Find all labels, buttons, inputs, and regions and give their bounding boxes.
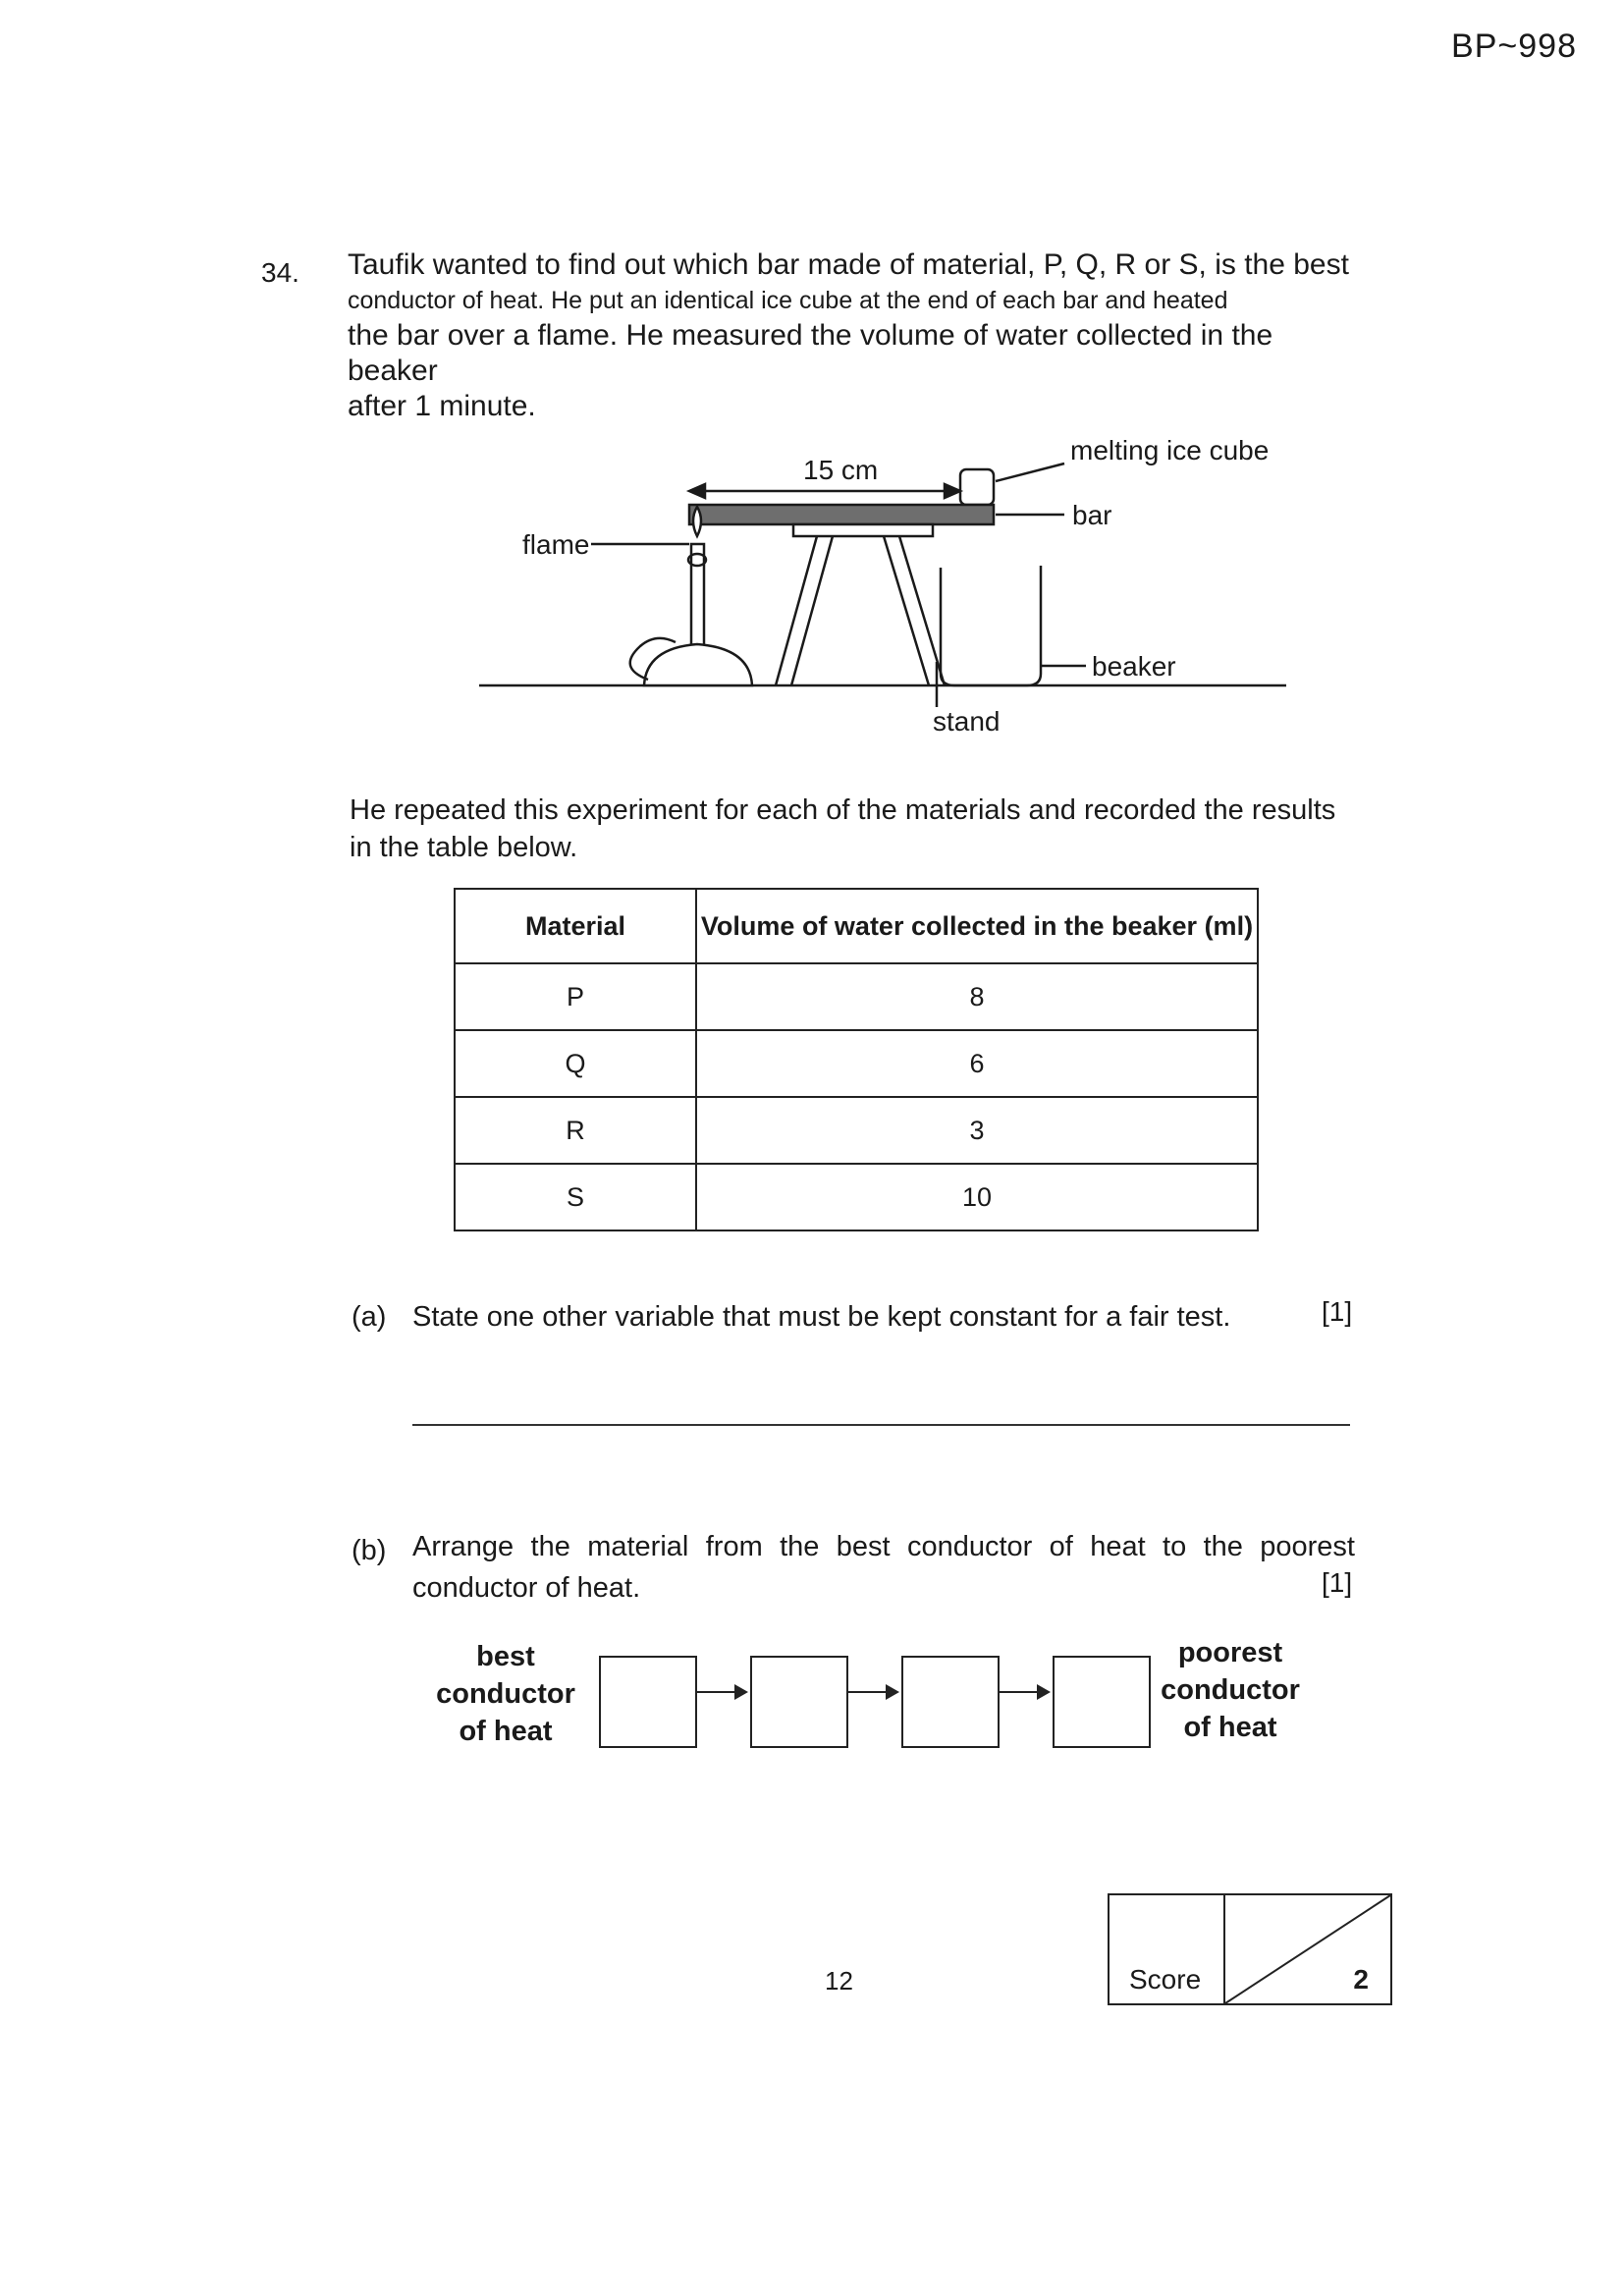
- question-line: Taufik wanted to find out which bar made of material, P, Q, R or S, is the best: [348, 248, 1349, 281]
- score-value: 2: [1353, 1964, 1369, 1995]
- question-text: [348, 247, 1353, 424]
- ice-cube: [960, 469, 994, 505]
- beaker-label: beaker: [1092, 651, 1176, 682]
- best-label-line: of heat: [459, 1716, 553, 1747]
- flow-arrow: [1000, 1691, 1049, 1693]
- material-cell: P: [455, 963, 696, 1030]
- part-b-label: (b): [352, 1535, 387, 1566]
- length-label: 15 cm: [803, 455, 879, 485]
- flame-shape: [693, 507, 701, 536]
- table-row: [455, 1164, 1258, 1230]
- bar-label: bar: [1072, 500, 1112, 530]
- question-number: 34.: [261, 257, 299, 288]
- burner-base: [644, 644, 752, 685]
- poorest-label-line: poorest: [1177, 1637, 1283, 1668]
- answer-box-3[interactable]: [901, 1656, 1000, 1748]
- part-b-text-line1: Arrange the material from the best conductor of heat to the poorest: [412, 1531, 1355, 1562]
- volume-cell: 3: [696, 1097, 1258, 1164]
- heated-bar: [689, 505, 994, 524]
- part-b-marks: [1]: [1322, 1567, 1353, 1598]
- best-label-line: best: [476, 1641, 535, 1672]
- flow-arrow: [848, 1691, 897, 1693]
- score-label-cell: [1110, 1895, 1225, 2003]
- material-cell: Q: [455, 1030, 696, 1097]
- table-header-row: [455, 889, 1258, 963]
- answer-box-4[interactable]: [1053, 1656, 1151, 1748]
- score-label: Score: [1129, 1964, 1202, 1995]
- material-cell: R: [455, 1097, 696, 1164]
- best-conductor-label: [422, 1638, 589, 1750]
- question-line: the bar over a flame. He measured the volume of water collected in the beaker: [348, 319, 1273, 387]
- stand-leg: [791, 536, 833, 685]
- part-a-label: (a): [352, 1301, 387, 1333]
- dimension-arrowhead-left: [689, 484, 705, 498]
- volume-cell: 6: [696, 1030, 1258, 1097]
- answer-line-a[interactable]: [412, 1424, 1350, 1426]
- results-intro-line: He repeated this experiment for each of the materials and recorded the results: [350, 794, 1336, 826]
- part-a-marks: [1]: [1322, 1296, 1353, 1327]
- question-line: after 1 minute.: [348, 390, 536, 422]
- table-row: [455, 963, 1258, 1030]
- poorest-label-line: conductor: [1161, 1674, 1300, 1706]
- poorest-label-line: of heat: [1183, 1712, 1277, 1743]
- stand-label: stand: [933, 706, 1001, 737]
- answer-box-1[interactable]: [599, 1656, 697, 1748]
- burner-tube: [691, 544, 704, 654]
- beaker-outline: [941, 566, 1041, 685]
- question-line: conductor of heat. He put an identical ice cube at the end of each bar and heated: [348, 287, 1228, 314]
- ice-label: melting ice cube: [1070, 435, 1270, 465]
- experiment-diagram: [471, 422, 1316, 756]
- part-a-text: State one other variable that must be kept constant for a fair test.: [412, 1301, 1231, 1333]
- ice-leader: [996, 464, 1064, 481]
- results-intro: [350, 792, 1351, 866]
- table-row: [455, 1097, 1258, 1164]
- part-b-text-line2: conductor of heat.: [412, 1572, 641, 1604]
- score-box: [1108, 1893, 1392, 2005]
- best-label-line: conductor: [436, 1678, 575, 1710]
- column-header-material: Material: [455, 889, 696, 963]
- stand-leg: [776, 536, 817, 685]
- volume-cell: 10: [696, 1164, 1258, 1230]
- stand-top: [793, 524, 933, 536]
- material-cell: S: [455, 1164, 696, 1230]
- page-number: 12: [825, 1966, 853, 1995]
- column-header-volume: Volume of water collected in the beaker (ml): [696, 889, 1258, 963]
- volume-cell: 8: [696, 963, 1258, 1030]
- paper-code: BP~998: [1451, 27, 1577, 65]
- dimension-arrowhead-right: [945, 484, 960, 498]
- flame-label: flame: [522, 529, 590, 560]
- poorest-conductor-label: [1147, 1634, 1314, 1746]
- answer-box-2[interactable]: [750, 1656, 848, 1748]
- results-table: [454, 888, 1259, 1231]
- flow-arrow: [697, 1691, 746, 1693]
- results-intro-line: in the table below.: [350, 832, 578, 863]
- table-row: [455, 1030, 1258, 1097]
